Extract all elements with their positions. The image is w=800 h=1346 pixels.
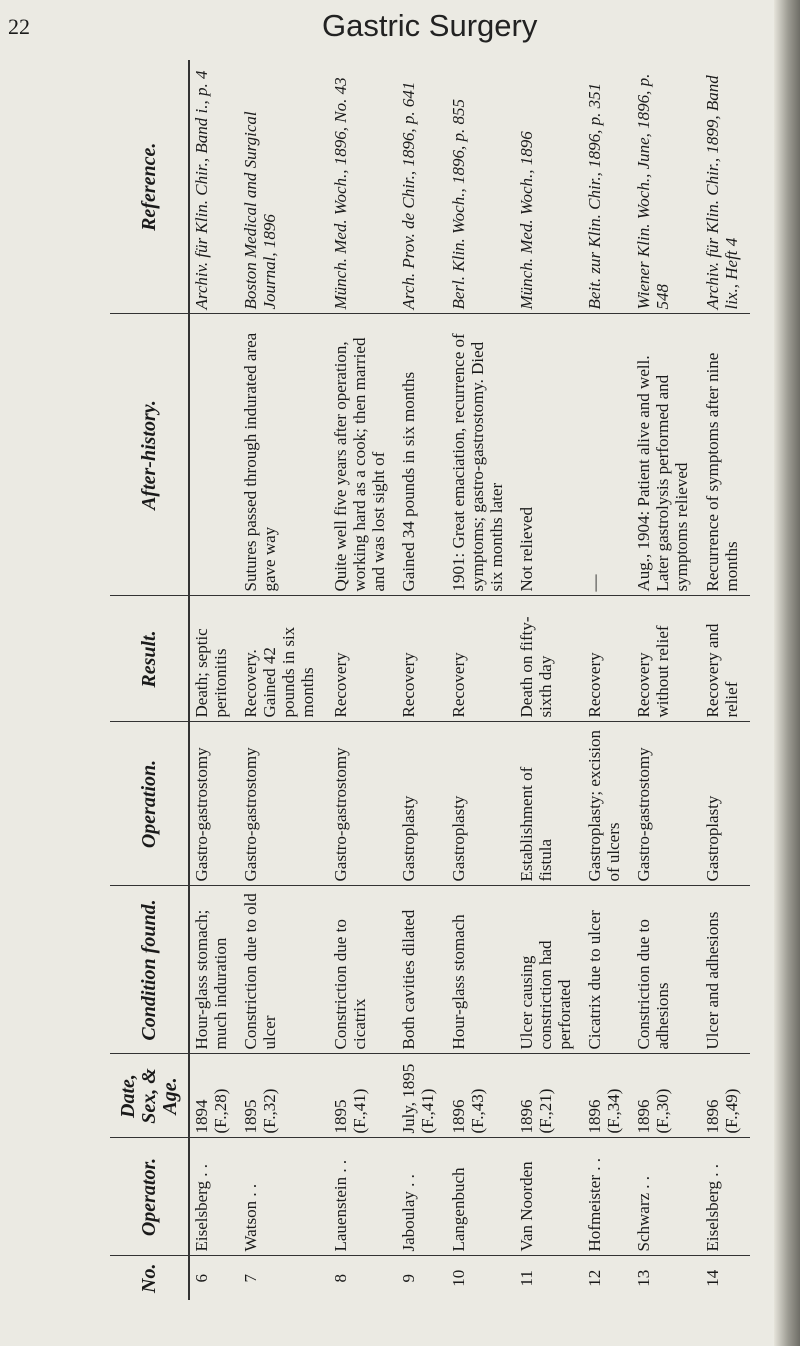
cell-reference: Archiv. für Klin. Chir., 1899, Band lix., Heft 4 bbox=[702, 75, 741, 310]
cell-reference: Archiv. für Klin. Chir., Band i., p. 4 bbox=[192, 70, 211, 310]
cell-no: 12 bbox=[583, 1256, 632, 1300]
cell-condition: Hour-glass stomach bbox=[447, 886, 515, 1054]
cell-no: 8 bbox=[329, 1256, 397, 1300]
cell-after-history: — bbox=[583, 314, 632, 596]
table-row bbox=[329, 60, 397, 1300]
cell-date: 1896 (F.,21) bbox=[515, 1054, 583, 1138]
table-row bbox=[189, 60, 239, 1300]
cell-operator: Eiselsberg . . bbox=[701, 1138, 750, 1256]
cell-after-history bbox=[189, 314, 239, 596]
cell-result: Death on fifty-sixth day bbox=[515, 596, 583, 722]
cell-operation: Establishment of fistula bbox=[515, 722, 583, 886]
cell-result: Recovery bbox=[329, 596, 397, 722]
col-header-result: Result. bbox=[110, 596, 189, 722]
cell-operation: Gastro-gastrostomy bbox=[189, 722, 239, 886]
cell-no: 9 bbox=[397, 1256, 446, 1300]
col-header-no: No. bbox=[110, 1256, 189, 1300]
page-edge-shadow bbox=[774, 0, 800, 1346]
cell-date: 1896 (F.,34) bbox=[583, 1054, 632, 1138]
cell-result: Recovery and relief bbox=[701, 596, 750, 722]
page-number: 22 bbox=[8, 14, 30, 39]
col-header-operator: Operator. bbox=[110, 1138, 189, 1256]
table-row bbox=[701, 60, 750, 1300]
cell-condition: Both cavities dilated bbox=[397, 886, 446, 1054]
running-title: Gastric Surgery bbox=[322, 8, 538, 43]
cell-result: Recovery bbox=[583, 596, 632, 722]
cell-condition: Constriction due to old ulcer bbox=[239, 886, 329, 1054]
cell-operation: Gastroplasty; excision of ulcers bbox=[583, 722, 632, 886]
col-header-reference: Reference. bbox=[110, 60, 189, 314]
cell-reference: Arch. Prov. de Chir., 1896, p. 641 bbox=[399, 81, 419, 310]
cell-reference: Wiener Klin. Woch., June, 1896, p. 548 bbox=[634, 73, 673, 310]
cell-after-history: Aug., 1904: Patient alive and well. Later gastrolysis performed and symptoms relieved bbox=[632, 314, 700, 596]
col-header-condition: Condition found. bbox=[110, 886, 189, 1054]
cell-reference: Münch. Med. Woch., 1896, No. 43 bbox=[330, 77, 350, 310]
rotated-table-wrapper bbox=[110, 60, 750, 1300]
cell-after-history: Recurrence of symptoms after nine months bbox=[701, 314, 750, 596]
cell-date: 1894 (F.,28) bbox=[189, 1054, 239, 1138]
header-row bbox=[110, 60, 189, 1300]
cell-after-history: Sutures passed through indurated area gave way bbox=[239, 314, 329, 596]
cell-condition: Hour-glass stomach; much induration bbox=[189, 886, 239, 1054]
cell-operator: Watson . . bbox=[239, 1138, 329, 1256]
cell-result: Recovery without relief bbox=[632, 596, 700, 722]
col-header-date: Date, Sex, & Age. bbox=[110, 1054, 189, 1138]
cell-after-history: 1901: Great emaciation, recurrence of symptoms; gastro-gastrostomy. Died six months later bbox=[447, 314, 515, 596]
cell-operator: Eiselsberg . . bbox=[189, 1138, 239, 1256]
cell-condition: Cicatrix due to ulcer bbox=[583, 886, 632, 1054]
table-row bbox=[447, 60, 515, 1300]
table-row bbox=[632, 60, 700, 1300]
col-header-operation: Operation. bbox=[110, 722, 189, 886]
cell-result: Death; septic peritonitis bbox=[189, 596, 239, 722]
cell-result: Recovery bbox=[397, 596, 446, 722]
cell-operation: Gastro-gastrostomy bbox=[632, 722, 700, 886]
cell-date: 1896 (F.,43) bbox=[447, 1054, 515, 1138]
cell-condition: Constriction due to adhesions bbox=[632, 886, 700, 1054]
cell-date: 1895 (F.,41) bbox=[329, 1054, 397, 1138]
cell-reference: Münch. Med. Woch., 1896 bbox=[516, 131, 536, 310]
cell-result: Recovery. Gained 42 pounds in six months bbox=[239, 596, 329, 722]
cell-no: 10 bbox=[447, 1256, 515, 1300]
cell-reference: Berl. Klin. Woch., 1896, p. 855 bbox=[448, 99, 468, 310]
cell-after-history: Not relieved bbox=[515, 314, 583, 596]
cell-operation: Gastroplasty bbox=[447, 722, 515, 886]
table-row bbox=[397, 60, 446, 1300]
col-header-after-history: After-history. bbox=[110, 314, 189, 596]
cell-operation: Gastroplasty bbox=[701, 722, 750, 886]
cell-date: 1895 (F.,32) bbox=[239, 1054, 329, 1138]
cell-operator: Langenbuch bbox=[447, 1138, 515, 1256]
cell-no: 6 bbox=[189, 1256, 239, 1300]
cell-condition: Ulcer causing constriction had perforated bbox=[515, 886, 583, 1054]
cell-operator: Jaboulay . . bbox=[397, 1138, 446, 1256]
cell-no: 11 bbox=[515, 1256, 583, 1300]
cell-date: 1896 (F.,30) bbox=[632, 1054, 700, 1138]
cell-no: 14 bbox=[701, 1256, 750, 1300]
cell-operation: Gastro-gastrostomy bbox=[239, 722, 329, 886]
cell-after-history: Gained 34 pounds in six months bbox=[397, 314, 446, 596]
table-row bbox=[583, 60, 632, 1300]
cell-operator: Lauenstein . . bbox=[329, 1138, 397, 1256]
cell-operator: Hofmeister . . bbox=[583, 1138, 632, 1256]
cell-operator: Schwarz . . bbox=[632, 1138, 700, 1256]
cell-date: 1896 (F.,49) bbox=[701, 1054, 750, 1138]
cases-table bbox=[110, 60, 750, 1300]
cell-operation: Gastroplasty bbox=[397, 722, 446, 886]
cell-operator: Van Noorden bbox=[515, 1138, 583, 1256]
cell-date: July, 1895 (F.,41) bbox=[397, 1054, 446, 1138]
cell-reference: Boston Medical and Surgical Journal, 1896 bbox=[241, 111, 280, 310]
table-row bbox=[515, 60, 583, 1300]
cell-after-history: Quite well five years after operation, working hard as a cook; then married and was lost sight of bbox=[329, 314, 397, 596]
cell-condition: Ulcer and adhesions bbox=[701, 886, 750, 1054]
cell-no: 7 bbox=[239, 1256, 329, 1300]
cell-condition: Constriction due to cicatrix bbox=[329, 886, 397, 1054]
cell-operation: Gastro-gastrostomy bbox=[329, 722, 397, 886]
cell-reference: Beit. zur Klin. Chir., 1896, p. 351 bbox=[585, 82, 605, 310]
cell-no: 13 bbox=[632, 1256, 700, 1300]
cell-result: Recovery bbox=[447, 596, 515, 722]
table-row bbox=[239, 60, 329, 1300]
